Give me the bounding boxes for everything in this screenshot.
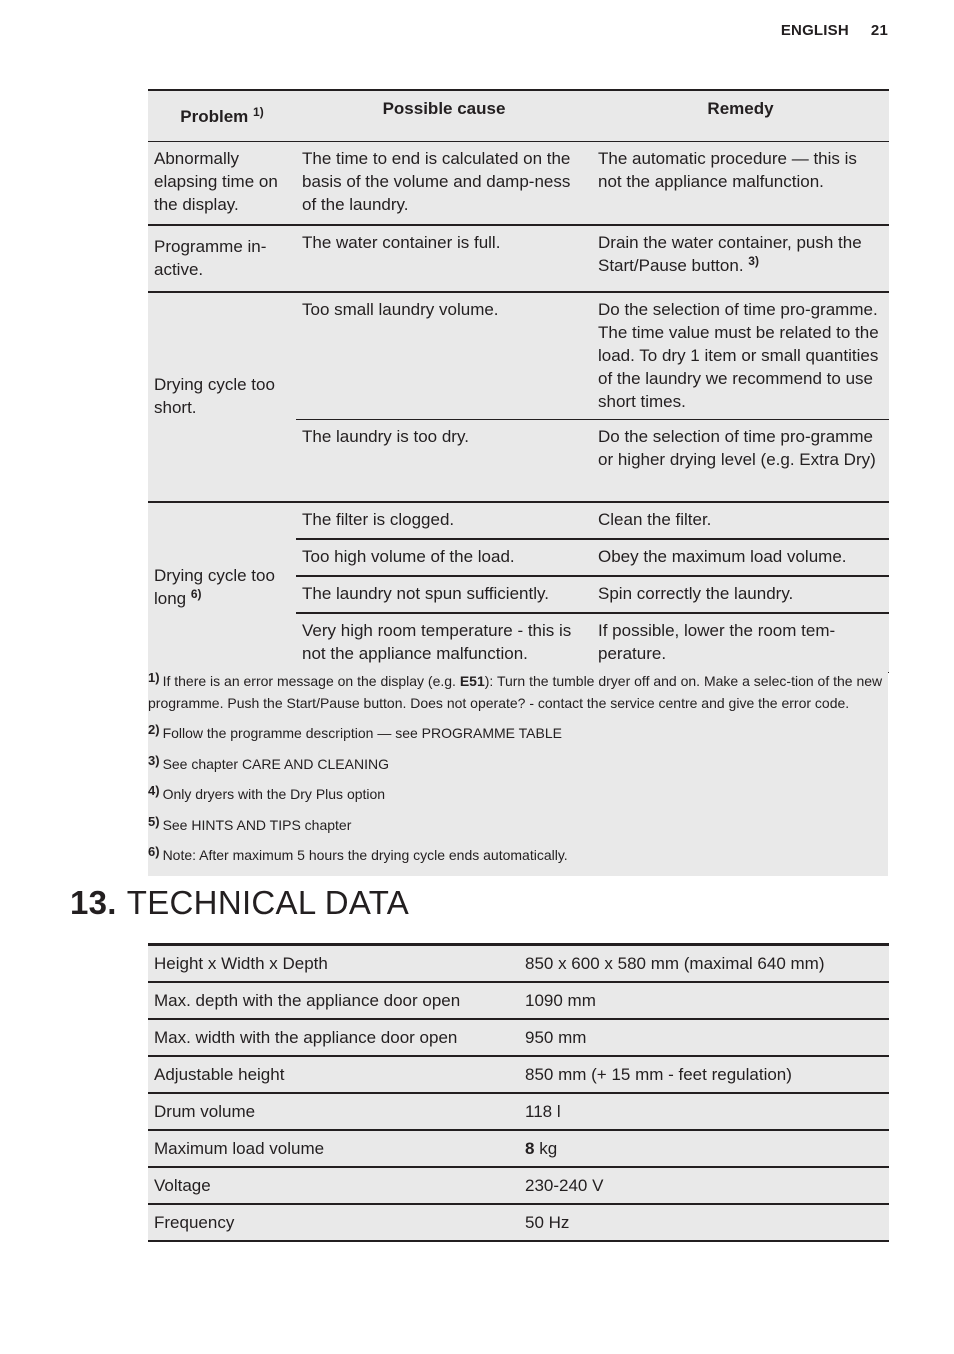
page-header — [781, 22, 888, 39]
footnote: 3) See chapter CARE AND CLEANING — [148, 752, 389, 772]
spec-value: 118 l — [519, 1093, 889, 1130]
cause-cell: The time to end is calculated on the basis of the volume and damp-ness of the laundry. — [296, 142, 592, 225]
header-language: ENGLISH — [780, 22, 849, 39]
footnote: 4) Only dryers with the Dry Plus option — [148, 783, 386, 802]
column-header-remedy: Remedy — [592, 90, 889, 142]
cause-cell: Too high volume of the load. — [296, 539, 592, 576]
column-header-problem: Problem $^{1)}$ — [148, 90, 296, 142]
spec-label: Drum volume — [148, 1093, 519, 1130]
table-row — [148, 982, 889, 1019]
cause-cell: The water container is full. — [296, 225, 592, 292]
table-row — [148, 225, 889, 292]
problem-cell: Abnormally elapsing time on the display. — [148, 142, 296, 225]
cause-cell: Too small laundry volume. — [296, 292, 592, 420]
remedy-cell: The automatic procedure — this is not the appliance malfunction. — [592, 142, 889, 225]
table-row — [148, 502, 889, 539]
footnotes — [148, 667, 888, 876]
footnote: 1) If there is an error message on the display (e.g. E51): Turn the tumble dryer off and on. Make a selec-tion of the new programme. Push the Start/Pause button. Does not operate? - contact the service centre and give the error code. — [148, 670, 883, 711]
problem-cell: Programme in-active. — [148, 225, 296, 292]
table-row — [148, 1093, 889, 1130]
spec-label: Voltage — [148, 1167, 519, 1204]
footnote-ref: 6) — [190, 586, 202, 601]
table-row — [148, 1204, 889, 1241]
spec-value: 8 kg — [519, 1130, 889, 1167]
spec-label: Max. depth with the appliance door open — [148, 982, 519, 1019]
footnote: 5) See HINTS AND TIPS chapter — [148, 813, 352, 833]
cause-cell: The laundry not spun sufficiently. — [296, 576, 592, 613]
spec-value: 950 mm — [519, 1019, 889, 1056]
remedy-cell: Drain the water container, push the Start/Pause button. $^{3)}$ — [592, 225, 889, 292]
spec-label: Frequency — [148, 1204, 519, 1241]
spec-value: 50 Hz — [519, 1204, 889, 1241]
table-row — [148, 1130, 889, 1167]
cause-cell: The filter is clogged. — [296, 502, 592, 539]
remedy-cell: If possible, lower the room tem-perature. — [592, 613, 889, 673]
error-code: E51 — [459, 673, 485, 689]
section-number: 13. — [70, 884, 117, 921]
table-header-row — [148, 90, 889, 142]
spec-value: 1090 mm — [519, 982, 889, 1019]
section-heading: TECHNICAL DATA — [126, 884, 410, 921]
spec-label: Max. width with the appliance door open — [148, 1019, 519, 1056]
table-row — [148, 292, 889, 420]
spec-label: Height x Width x Depth — [148, 945, 519, 983]
cause-cell: Very high room temperature - this is not the appliance malfunction. — [296, 613, 592, 673]
table-row — [148, 1167, 889, 1204]
column-header-cause: Possible cause — [296, 90, 592, 142]
remedy-cell: Do the selection of time pro-gramme or higher drying level (e.g. Extra Dry) — [592, 420, 889, 502]
spec-label: Adjustable height — [148, 1056, 519, 1093]
footnote-ref: 1) — [253, 104, 264, 119]
table-row — [148, 1019, 889, 1056]
page-number: 21 — [870, 22, 888, 39]
remedy-cell: Obey the maximum load volume. — [592, 539, 889, 576]
table-row — [148, 142, 889, 225]
problem-cell: Drying cycle too long $^{6)}$ — [148, 502, 296, 673]
spec-label: Maximum load volume — [148, 1130, 519, 1167]
cause-cell: The laundry is too dry. — [296, 420, 592, 502]
troubleshooting-table — [148, 89, 889, 673]
table-row — [148, 945, 889, 983]
technical-data-table — [148, 943, 889, 1242]
section-title — [70, 884, 409, 922]
footnote: 6) Note: After maximum 5 hours the drying cycle ends automatically. — [148, 844, 568, 863]
spec-value: 850 mm (+ 15 mm - feet regulation) — [519, 1056, 889, 1093]
spec-value: 230-240 V — [519, 1167, 889, 1204]
footnote: 2) Follow the programme description — see PROGRAMME TABLE — [148, 722, 562, 741]
remedy-cell: Clean the filter. — [592, 502, 889, 539]
remedy-cell: Do the selection of time pro-gramme. The time value must be related to the load. To dry 1 item or small quantities of the laundry we recommend to use short times. — [592, 292, 889, 420]
problem-cell: Drying cycle too short. — [148, 292, 296, 502]
footnote-ref: 3) — [748, 253, 759, 268]
spec-value: 850 x 600 x 580 mm (maximal 640 mm) — [519, 945, 889, 983]
remedy-cell: Spin correctly the laundry. — [592, 576, 889, 613]
table-row — [148, 1056, 889, 1093]
